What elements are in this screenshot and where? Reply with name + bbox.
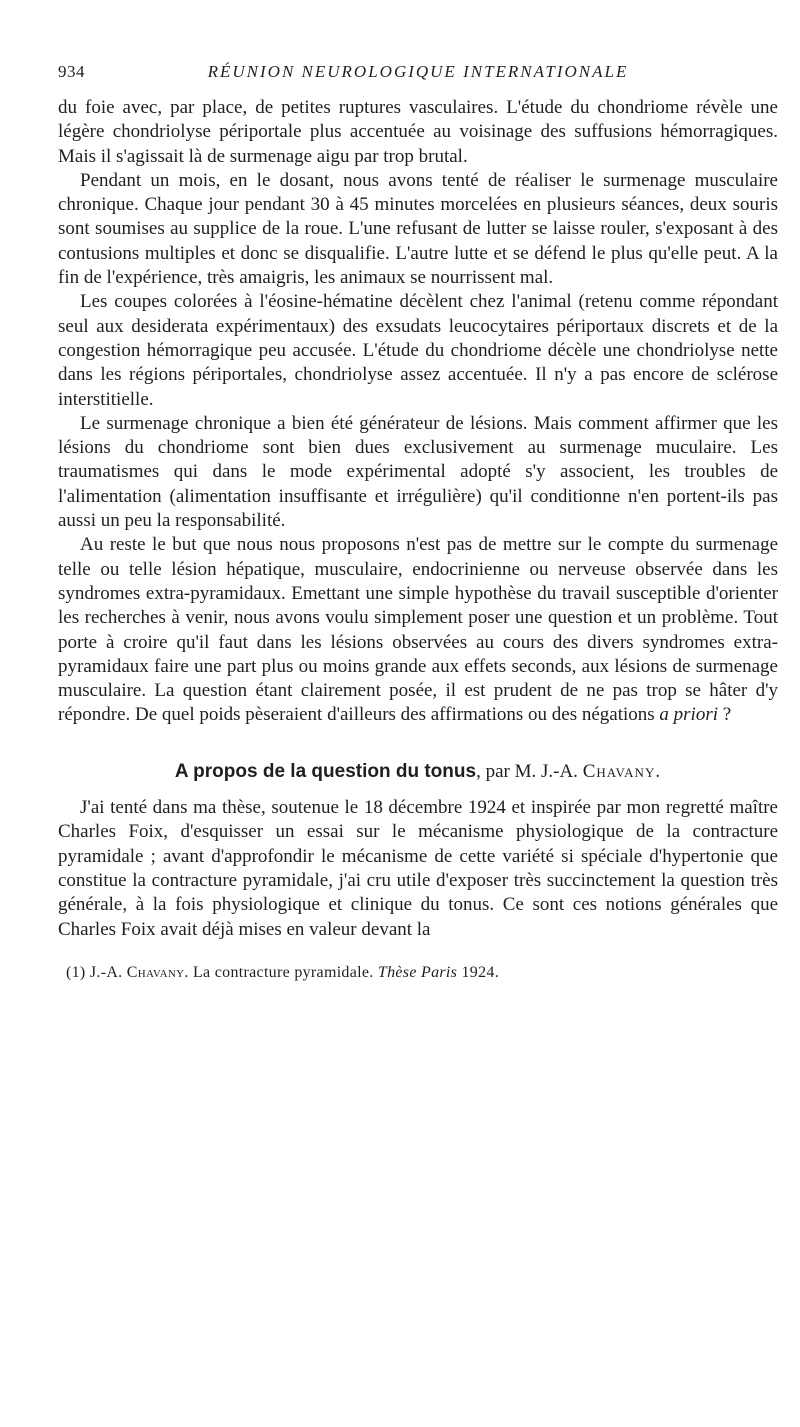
- running-title: RÉUNION NEUROLOGIQUE INTERNATIONALE: [207, 62, 629, 81]
- footnote: [58, 964, 778, 982]
- footnote-marker: (1): [66, 963, 86, 981]
- footnote-year: 1924.: [457, 963, 500, 981]
- a-priori-italic: a priori: [659, 704, 719, 726]
- page: [58, 62, 778, 982]
- section-heading: [58, 760, 778, 784]
- section-author: Chavany.: [582, 760, 662, 782]
- paragraph-5: [58, 533, 778, 727]
- section-title: A propos de la question du tonus: [174, 760, 477, 782]
- paragraph-4: Le surmenage chronique a bien été générateur de lésions. Mais comment affirmer que les lésions du chondriome sont bien dues exclusivement au surmenage muculaire. Les traumatismes qui dans le mode expérimental adopté s'y associent, les troubles de l'alimentation (alimentation insuffisante et irrégulière) qu'il conditionne n'en portent-ils pas aussi un peu la responsabilité.: [58, 412, 778, 532]
- paragraph-5-text: Au reste le but que nous nous proposons n'est pas de mettre sur le compte du surmenage telle ou telle lésion hépatique, musculaire, endocrinienne ou nerveuse observée dans les syndromes extra-pyramidaux. Emettant une simple hypothèse du travail susceptible d'orienter les recherches à venir, nous avons voulu simplement poser une question et un problème. Tout porte à croire qu'il faut dans les lésions observées au cours des divers syndromes extra-pyramidaux faire une part plus ou moins grande aux effets seconds, aux lésions de surmenage musculaire. La question étant clairement posée, il est prudent de ne pas trop se hâter d'y répondre. De quel poids pèseraient d'ailleurs des affirmations ou des négations: [58, 534, 778, 726]
- article-body: [58, 96, 778, 942]
- page-number: 934: [58, 62, 85, 81]
- section-paragraph: J'ai tenté dans ma thèse, soutenue le 18 décembre 1924 et inspirée par mon regretté maître Charles Foix, d'esquisser un essai sur le mécanisme physiologique de la contracture pyramidale ; avant d'approfondir le mécanisme de cette variété si spéciale d'hypertonie que constitue la contracture pyramidale, j'ai cru utile d'exposer très succinctement la question très générale, à la fois physiologique et clinique du tonus. Ce sont ces notions générales que Charles Foix avait déjà mises en valeur devant la: [58, 797, 778, 940]
- footnote-text: La contracture pyramidale.: [188, 963, 378, 981]
- paragraph-2: Pendant un mois, en le dosant, nous avons tenté de réaliser le surmenage musculaire chronique. Chaque jour pendant 30 à 45 minutes morcelées en plusieurs séances, deux souris sont soumises au supplice de la roue. L'une refusant de lutter se laisse rouler, s'exposant à des contusions multiples et donc se disqualifie. L'autre lutte et se défend le plus qu'elle peut. A la fin de l'expérience, très amaigris, les animaux se nourrissent mal.: [58, 169, 778, 289]
- paragraph-3: Les coupes colorées à l'éosine-hématine décèlent chez l'animal (retenu comme répondant seul aux desiderata expérimentaux) des exsudats leucocytaires périportaux discrets et de la congestion hémorragique peu accusée. L'étude du chondriome décèle une chondriolyse nette dans les régions périportales, chondriolyse assez accentuée. Il n'y a pas encore de sclérose interstitielle.: [58, 291, 778, 410]
- section-by: , par M. J.-A.: [476, 760, 583, 782]
- running-head: [58, 62, 778, 90]
- paragraph-1: du foie avec, par place, de petites ruptures vasculaires. L'étude du chondriome révèle une légère chondriolyse périportale plus accentuée au voisinage des suffusions hémorragiques. Mais il s'agissait là de surmenage aigu par trop brutal.: [58, 97, 778, 167]
- paragraph-5-tail: ?: [718, 704, 732, 726]
- footnote-italic: Thèse Paris: [377, 963, 458, 981]
- footnote-author: J.-A. Chavany.: [89, 963, 189, 981]
